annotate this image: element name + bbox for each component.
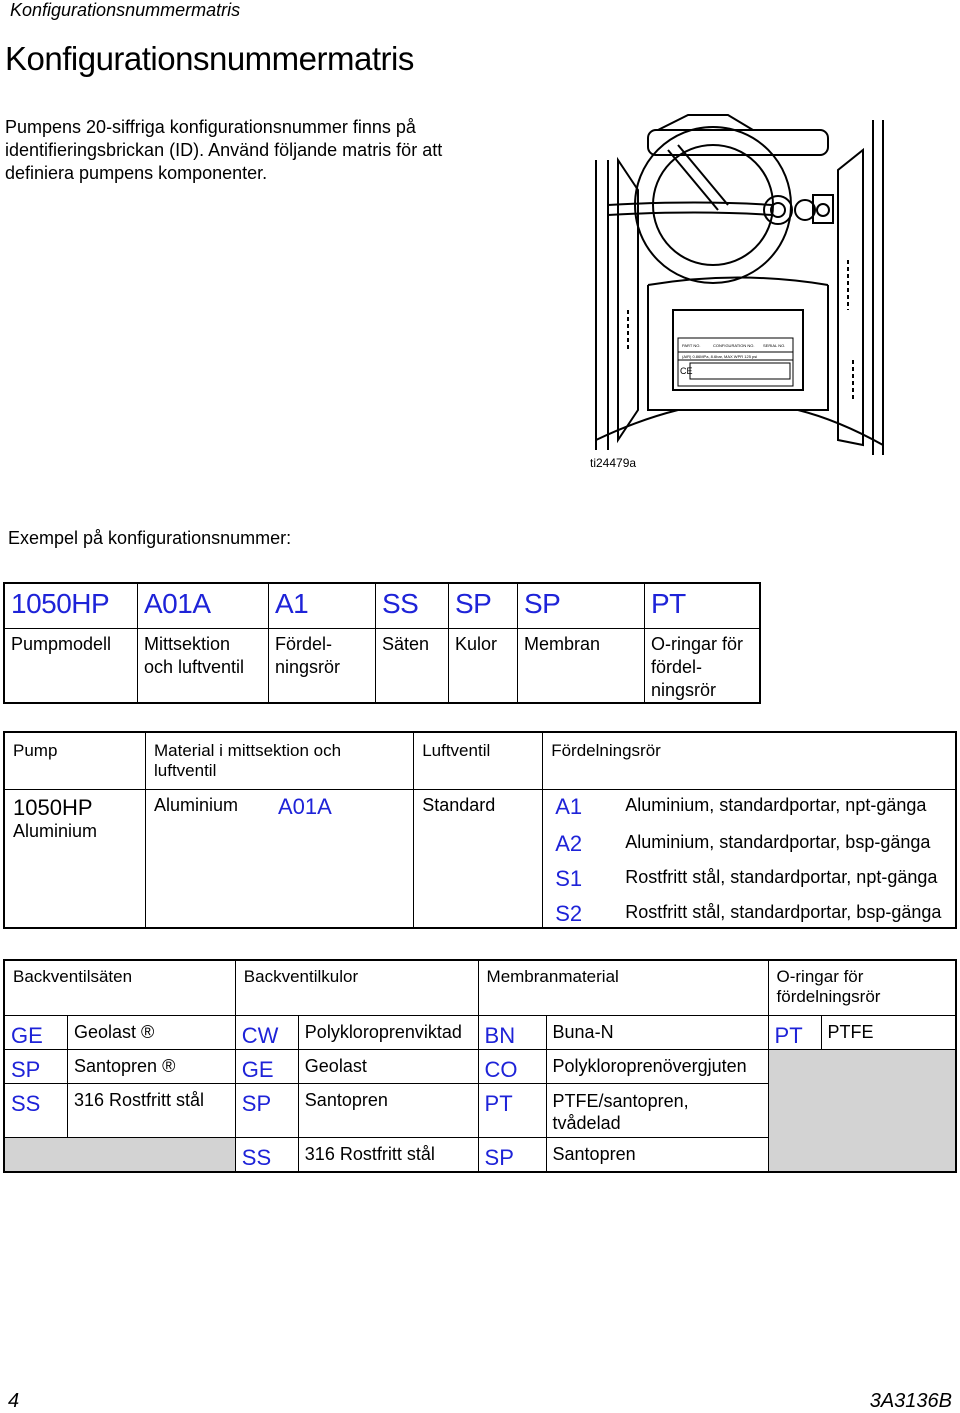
example-label-cell: Mittsektion och luftventil [138, 629, 269, 704]
diaphragm-desc: Santopren [546, 1137, 768, 1172]
example-label-cell: Membran [518, 629, 645, 704]
example-table [3, 582, 761, 704]
diaphragm-header: Membranmaterial [478, 960, 768, 1015]
oring-desc: PTFE [821, 1015, 956, 1049]
pump-figure [578, 110, 894, 470]
ball-desc: Santopren [298, 1083, 478, 1137]
example-code: A1 [269, 583, 376, 629]
oring-code: PT [768, 1015, 821, 1049]
empty-cell [768, 1049, 956, 1172]
plate-part-no: PART NO. [682, 343, 701, 348]
plate-serial-no: SERIAL NO. [763, 343, 786, 348]
manifold-desc: Aluminium, standardportar, bsp-gänga [625, 831, 931, 852]
seat-code: GE [4, 1015, 68, 1049]
example-code: SP [518, 583, 645, 629]
diaphragm-code: CO [478, 1049, 546, 1083]
example-code: 1050HP [4, 583, 138, 629]
manifold-header: Fördelningsrör [543, 732, 956, 789]
example-label-cell: Fördel-ningsrör [269, 629, 376, 704]
manifold-code: A2 [555, 830, 583, 856]
ball-desc: Polykloroprenviktad [298, 1015, 478, 1049]
manifold-code: S2 [555, 900, 583, 926]
seats-header: Backventilsäten [4, 960, 235, 1015]
diaphragm-desc: Polykloroprenövergjuten [546, 1049, 768, 1083]
center-material: Aluminium [154, 794, 239, 815]
empty-cell [4, 1137, 235, 1172]
intro-text: Pumpens 20-siffriga konfigurationsnummer finns på identifieringsbrickan (ID). Använd följande matris för att definiera pumpens komponenter. [5, 117, 443, 183]
ball-code: CW [235, 1015, 298, 1049]
ball-desc: Geolast [298, 1049, 478, 1083]
example-code: SP [449, 583, 518, 629]
airvalve-value: Standard [414, 789, 543, 928]
running-header: Konfigurationsnummermatris [10, 0, 241, 20]
seat-desc: Geolast ® [68, 1015, 236, 1049]
valve-table [3, 959, 957, 1173]
seat-desc: Santopren ® [68, 1049, 236, 1083]
document-number: 3A3136B [869, 1390, 952, 1412]
ball-code: GE [235, 1049, 298, 1083]
ball-code: SS [235, 1137, 298, 1172]
plate-config-no: CONFIGURATION NO. [713, 343, 755, 348]
orings-header: O-ringar för fördelningsrör [768, 960, 956, 1015]
diaphragm-code: PT [478, 1083, 546, 1137]
manifold-code: S1 [555, 865, 583, 891]
figure-caption: ti24479a [590, 456, 637, 470]
page-title: Konfigurationsnummermatris [5, 40, 414, 77]
example-label-cell: Kulor [449, 629, 518, 704]
material-header: Material i mittsektion och luftventil [146, 732, 414, 789]
manifold-desc: Rostfritt stål, standardportar, bsp-gänga [625, 901, 942, 922]
diaphragm-desc: Buna-N [546, 1015, 768, 1049]
example-label: Exempel på konfigurationsnummer: [8, 528, 292, 548]
example-label-cell: O-ringar för fördel-ningsrör [645, 629, 761, 704]
center-code: A01A [272, 789, 414, 928]
pump-model: 1050HP [13, 794, 93, 820]
example-code: A01A [138, 583, 269, 629]
diaphragm-code: BN [478, 1015, 546, 1049]
manifold-code: A1 [555, 793, 583, 819]
seat-code: SP [4, 1049, 68, 1083]
example-code: SS [376, 583, 449, 629]
ball-desc: 316 Rostfritt stål [298, 1137, 478, 1172]
ball-code: SP [235, 1083, 298, 1137]
diaphragm-code: SP [478, 1137, 546, 1172]
diaphragm-desc: PTFE/santopren, tvådelad [546, 1083, 768, 1137]
airvalve-header: Luftventil [414, 732, 543, 789]
balls-header: Backventilkulor [235, 960, 478, 1015]
page-number: 4 [8, 1390, 20, 1412]
seat-code: SS [4, 1083, 68, 1137]
pump-header: Pump [4, 732, 146, 789]
plate-pressure: (AIR) 0.86MPa, 8.6bar, MAX WPR 125 psi [682, 354, 758, 359]
pump-table [3, 731, 957, 929]
example-label-cell: Säten [376, 629, 449, 704]
example-label-cell: Pumpmodell [4, 629, 138, 704]
pump-model-material: Aluminium [13, 820, 98, 841]
plate-ce-mark: CE [680, 366, 693, 376]
seat-desc: 316 Rostfritt stål [68, 1083, 236, 1137]
manifold-desc: Rostfritt stål, standardportar, npt-gänga [625, 866, 938, 887]
example-code: PT [645, 583, 761, 629]
manifold-desc: Aluminium, standardportar, npt-gänga [625, 794, 927, 815]
